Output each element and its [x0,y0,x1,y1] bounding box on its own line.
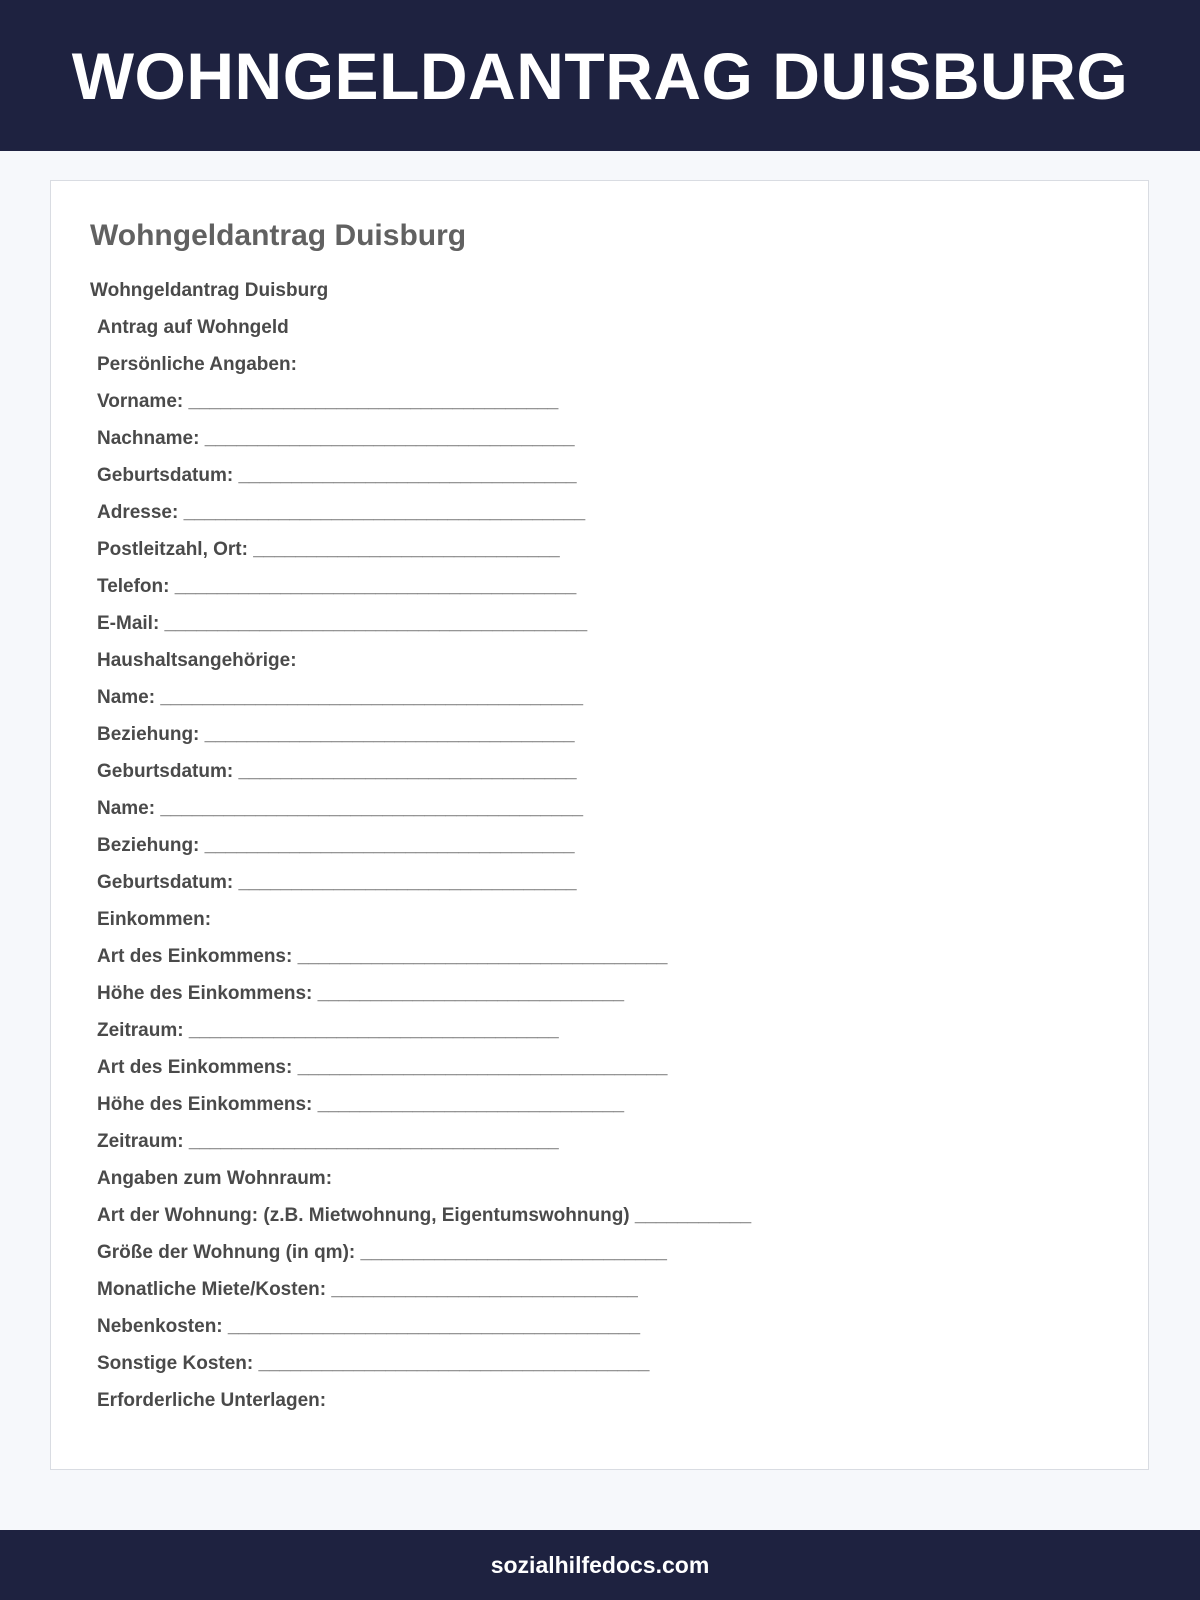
form-line: Höhe des Einkommens: _____________________________ [97,1094,625,1115]
form-line: Haushaltsangehörige: [97,650,297,671]
form-line: Nebenkosten: _______________________________________ [97,1316,641,1337]
document-subheading: Wohngeldantrag Duisburg [90,280,329,301]
form-line: Monatliche Miete/Kosten: _____________________________ [97,1279,638,1300]
form-line: Größe der Wohnung (in qm): _____________________________ [97,1242,667,1263]
form-line: Beziehung: ___________________________________ [97,835,575,856]
footer-banner [0,1530,1200,1600]
form-line: Vorname: ___________________________________ [97,391,559,412]
form-line: Name: ________________________________________ [97,687,584,708]
form-line: E-Mail: ________________________________________ [97,613,588,634]
form-line: Art des Einkommens: ___________________________________ [97,1057,668,1078]
form-line: Zeitraum: ___________________________________ [97,1020,559,1041]
form-line: Geburtsdatum: ________________________________ [97,872,577,893]
form-line: Name: ________________________________________ [97,798,584,819]
form-line: Persönliche Angaben: [97,354,297,375]
form-line: Sonstige Kosten: _____________________________________ [97,1353,650,1374]
form-line: Erforderliche Unterlagen: [97,1390,327,1411]
form-line: Angaben zum Wohnraum: [97,1168,333,1189]
form-line: Geburtsdatum: ________________________________ [97,761,577,782]
form-line: Adresse: ______________________________________ [97,502,586,523]
form-line: Postleitzahl, Ort: _____________________________ [97,539,560,560]
header-banner [0,0,1200,151]
form-line: Höhe des Einkommens: _____________________________ [97,983,625,1004]
form-line: Geburtsdatum: ________________________________ [97,465,577,486]
document-card [50,180,1149,1470]
form-line: Einkommen: [97,909,212,930]
form-line: Beziehung: ___________________________________ [97,724,575,745]
form-line: Zeitraum: ___________________________________ [97,1131,559,1152]
form-line: Nachname: ___________________________________ [97,428,575,449]
form-line: Art des Einkommens: ___________________________________ [97,946,668,967]
footer-site-name: sozialhilfedocs.com [490,1551,710,1578]
page-title: WOHNGELDANTRAG DUISBURG [71,38,1129,113]
form-line: Antrag auf Wohngeld [97,317,289,338]
form-line: Art der Wohnung: (z.B. Mietwohnung, Eigentumswohnung) ___________ [97,1205,752,1226]
form-line: Telefon: ______________________________________ [97,576,577,597]
form-lines-list [97,317,751,1427]
document-heading: Wohngeldantrag Duisburg [90,219,467,252]
